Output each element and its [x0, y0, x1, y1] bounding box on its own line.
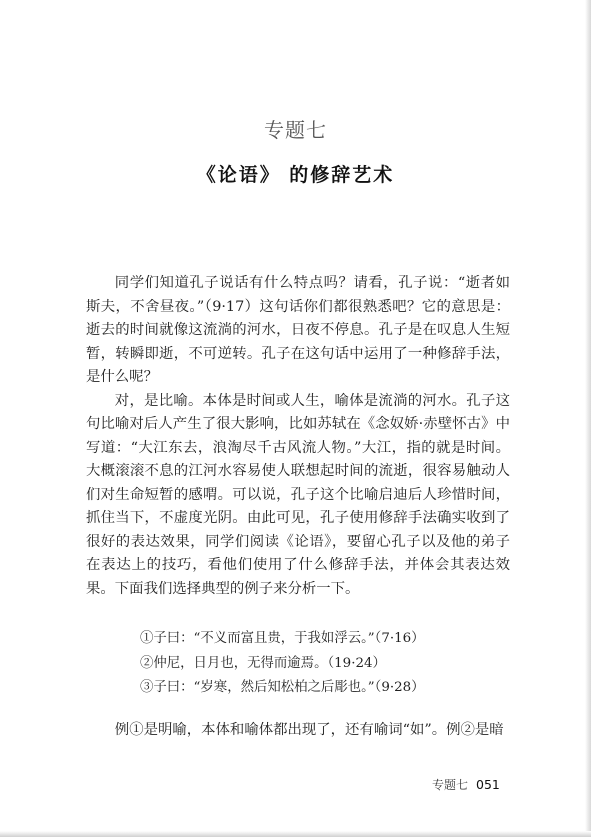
chapter-label: 专题七: [264, 118, 327, 142]
page-footer: [432, 776, 532, 793]
footer-section: 专题七: [432, 778, 469, 792]
quote-1: ①子曰：“不义而富且贵，于我如浮云。”（7·16）: [140, 631, 425, 646]
paragraph-1: 同学们知道孔子说话有什么特点吗？请看，孔子说：“逝者如斯夫，不舍昼夜。”（9·17）这句话你们都很熟悉吧？它的意思是：逝去的时间就像这流淌的河水，日夜不停息。孔子是在叹息人生短暂，转瞬即逝，不可逆转。孔子在这句话中运用了一种修辞手法，是什么呢？: [86, 275, 510, 385]
quote-2: ②仲尼，日月也，无得而逾焉。（19·24）: [140, 655, 386, 671]
quote-3: ③子曰：“岁寒，然后知松柏之后彫也。”（9·28）: [140, 680, 425, 695]
page-edge-shadow: [585, 0, 591, 837]
page-number: 051: [476, 777, 500, 792]
body-text: [86, 272, 510, 742]
paragraph-2: 对，是比喻。本体是时间或人生，喻体是流淌的河水。孔子这句比喻对后人产生了很大影响，比如苏轼在《念奴娇·赤壁怀古》中写道：“大江东去，浪淘尽千古风流人物。”大江，指的就是时间。大概滚滚不息的江河水容易使人联想起时间的流逝，很容易触动人们对生命短暂的感喟。可以说，孔子这个比喻启迪后人珍惜时间，抓住当下，不虚度光阴。由此可见，孔子使用修辞手法确实收到了很好的表达效果，同学们阅读《论语》，要留心孔子以及他的弟子在表达上的技巧，看他们使用了什么修辞手法，并体会其表达效果。下面我们选择典型的例子来分析一下。: [86, 392, 510, 597]
quote-list: [86, 627, 510, 701]
paragraph-3: 例①是明喻，本体和喻体都出现了，还有喻词“如”。例②是暗: [114, 721, 504, 738]
chapter-title: 《论语》 的修辞艺术: [196, 164, 395, 186]
page-edge-shadow-bottom: [0, 831, 591, 837]
